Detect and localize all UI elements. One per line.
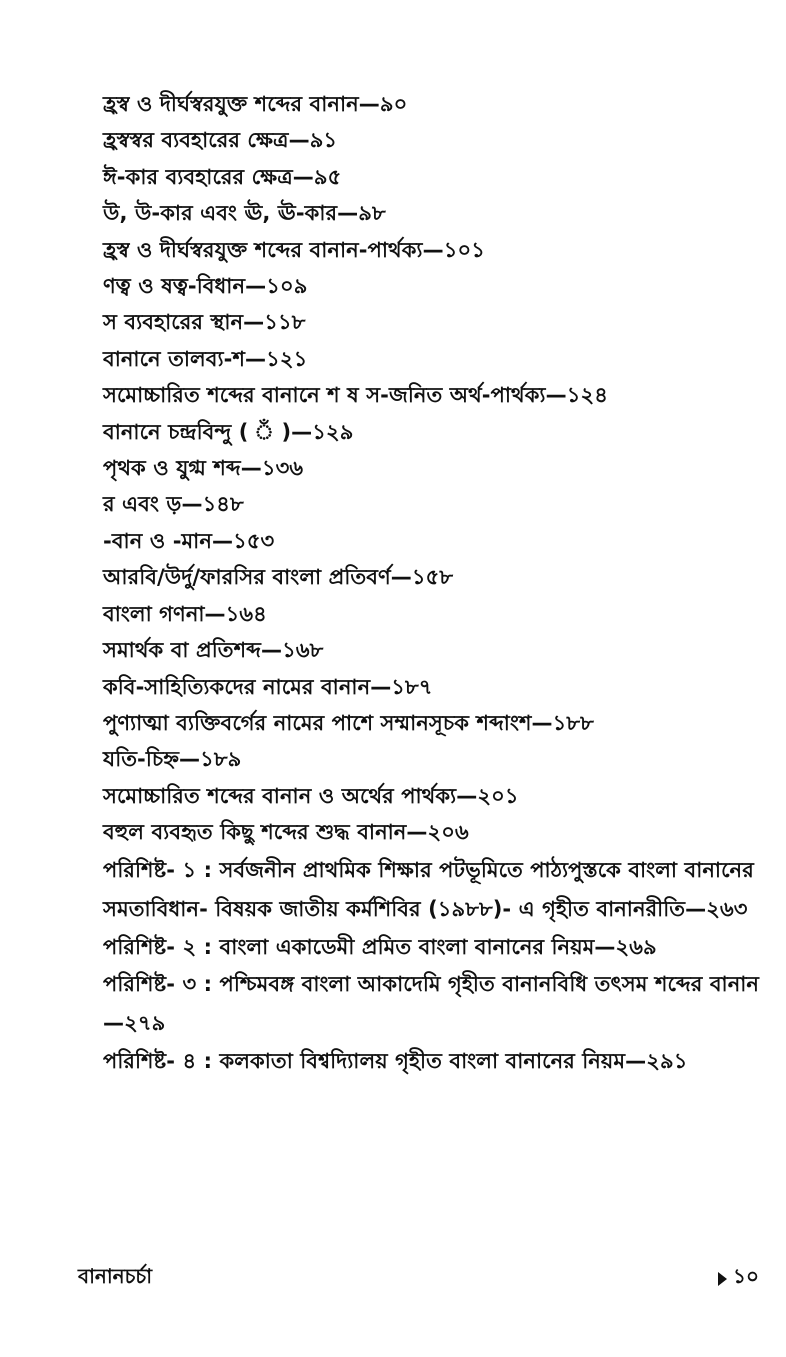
page-number-text: ১০ — [733, 1264, 759, 1288]
toc-entry: হ্রস্ব ও দীর্ঘস্বরযুক্ত শব্দের বানান-পার্থক্য—১০১ — [103, 237, 485, 262]
toc-entry: হ্রস্ব ও দীর্ঘস্বরযুক্ত শব্দের বানান—৯০ — [103, 92, 408, 116]
toc-entry: যতি-চিহ্ন—১৮৯ — [103, 747, 242, 772]
toc-entry: বাংলা গণনা—১৬৪ — [103, 601, 267, 626]
table-of-contents — [103, 86, 763, 1079]
toc-entry: -বান ও -মান—১৫৩ — [103, 528, 275, 553]
toc-entry: বহুল ব্যবহৃত কিছু শব্দের শুদ্ধ বানান—২০৬ — [103, 820, 469, 845]
toc-entry-appendix-2: পরিশিষ্ট- ২ : বাংলা একাডেমী প্রমিত বাংলা বানানের নিয়ম—২৬৯ — [103, 934, 657, 959]
toc-entry: হ্রস্বস্বর ব্যবহারের ক্ষেত্র—৯১ — [103, 128, 338, 153]
toc-entry-appendix-4: পরিশিষ্ট- ৪ : কলকাতা বিশ্বদ্যিালয় গৃহীত বাংলা বানানের নিয়ম—২৯১ — [103, 1048, 688, 1073]
toc-entry: ণত্ব ও ষত্ব-বিধান—১০৯ — [103, 274, 308, 299]
toc-entry: পুণ্যাত্মা ব্যক্তিবর্গের নামের পাশে সম্মানসূচক শব্দাংশ—১৮৮ — [103, 710, 594, 735]
toc-entry: স ব্যবহারের স্থান—১১৮ — [103, 310, 306, 335]
triangle-marker-icon — [718, 1272, 727, 1286]
toc-entry: পৃথক ও যুগ্ম শব্দ—১৩৬ — [103, 456, 304, 481]
toc-entry-appendix-1: পরিশিষ্ট- ১ : সর্বজনীন প্রাথমিক শিক্ষার পটভূমিতে পাঠ্যপুস্তকে বাংলা বানানের সমতাবিধান- বিষয়ক জাতীয় কর্মশিবির (১৯৮৮)- এ গৃহীত বানানরীতি—২৬৩ — [103, 857, 754, 921]
toc-entry: বানানে চন্দ্রবিন্দু ( ঁ )—১২৯ — [103, 419, 354, 444]
toc-entry: সমোচ্চারিত শব্দের বানানে শ ষ স-জনিত অর্থ-পার্থক্য—১২৪ — [103, 383, 608, 408]
toc-entry: বানানে তালব্য-শ—১২১ — [103, 346, 308, 371]
page-number — [718, 1262, 759, 1295]
toc-entry: কবি-সাহিত্যিকদের নামের বানান—১৮৭ — [103, 674, 433, 699]
running-footer-title: বানানচর্চা — [78, 1264, 152, 1288]
toc-entry: আরবি/উর্দু/ফারসির বাংলা প্রতিবর্ণ—১৫৮ — [103, 565, 454, 590]
toc-entry: ঈ-কার ব্যবহারের ক্ষেত্র—৯৫ — [103, 164, 342, 189]
toc-entry: র এবং ড়—১৪৮ — [103, 492, 244, 517]
toc-entry-appendix-3: পরিশিষ্ট- ৩ : পশ্চিমবঙ্গ বাংলা আকাদেমি গৃহীত বানানবিধি তৎসম শব্দের বানান—২৭৯ — [103, 971, 760, 1035]
toc-entry: সমোচ্চারিত শব্দের বানান ও অর্থের পার্থক্য—২০১ — [103, 783, 519, 808]
toc-entry: সমার্থক বা প্রতিশব্দ—১৬৮ — [103, 638, 324, 663]
toc-entry: উ, উ-কার এবং ঊ, ঊ-কার—৯৮ — [103, 201, 386, 226]
